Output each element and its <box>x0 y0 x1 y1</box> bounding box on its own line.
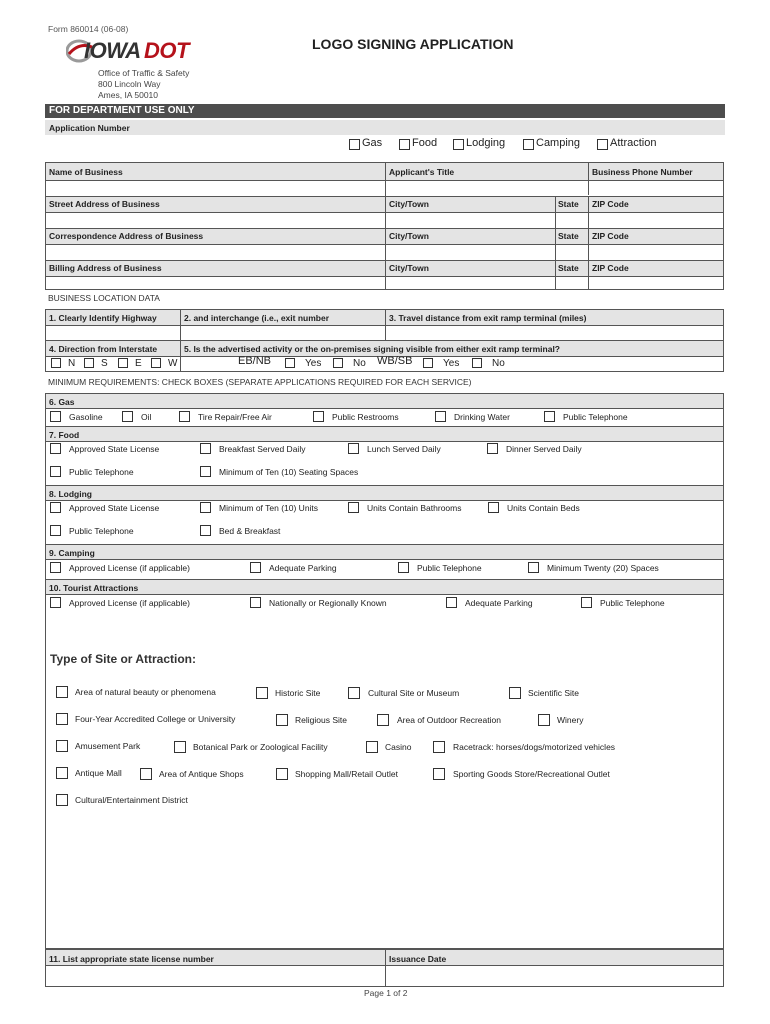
form-number: Form 860014 (06-08) <box>48 24 129 34</box>
food-dinner-checkbox[interactable] <box>487 443 498 454</box>
service-gas-label: Gas <box>362 137 383 149</box>
site-botanical-label: Botanical Park or Zoological Facility <box>193 742 328 752</box>
service-food-checkbox[interactable] <box>399 139 410 150</box>
camping-spaces-checkbox[interactable] <box>528 562 539 573</box>
camping-telephone-label: Public Telephone <box>417 563 482 573</box>
min-req-header: MINIMUM REQUIREMENTS: CHECK BOXES (SEPARATE APPLICATIONS REQUIRED FOR EACH SERVICE) <box>48 377 472 387</box>
site-college-label: Four-Year Accredited College or University <box>75 714 236 724</box>
food-license-checkbox[interactable] <box>50 443 61 454</box>
gas-gasoline-label: Gasoline <box>69 412 103 422</box>
camping-header: 9. Camping <box>49 548 95 558</box>
site-antique-mall-checkbox[interactable] <box>56 767 68 779</box>
lodging-bathrooms-checkbox[interactable] <box>348 502 359 513</box>
dept-header: FOR DEPARTMENT USE ONLY <box>49 105 195 116</box>
license-number-label: 11. List appropriate state license number <box>49 954 214 964</box>
street-city-label: City/Town <box>389 199 429 209</box>
direction-n-checkbox[interactable] <box>51 358 61 368</box>
billing-zip-label: ZIP Code <box>592 263 629 273</box>
billing-address-field[interactable] <box>47 277 384 289</box>
wb-sb-no-checkbox[interactable] <box>472 358 482 368</box>
business-phone-label: Business Phone Number <box>592 167 693 177</box>
site-antique-shops-label: Area of Antique Shops <box>159 769 244 779</box>
site-entertainment-district-checkbox[interactable] <box>56 794 68 806</box>
lodging-telephone-checkbox[interactable] <box>50 525 61 536</box>
lodging-beds-label: Units Contain Beds <box>507 503 580 513</box>
billing-city-label: City/Town <box>389 263 429 273</box>
site-shopping-mall-label: Shopping Mall/Retail Outlet <box>295 769 399 779</box>
site-amusement-checkbox[interactable] <box>56 740 68 752</box>
food-telephone-checkbox[interactable] <box>50 466 61 477</box>
address-line-2: 800 Lincoln Way <box>98 79 161 89</box>
travel-distance-field[interactable] <box>387 326 722 339</box>
food-seating-checkbox[interactable] <box>200 466 211 477</box>
site-outdoor-checkbox[interactable] <box>377 714 389 726</box>
site-sporting-goods-label: Sporting Goods Store/Recreational Outlet <box>453 769 610 779</box>
page-footer: Page 1 of 2 <box>364 988 408 998</box>
application-number-label: Application Number <box>49 123 130 133</box>
name-of-business-label: Name of Business <box>49 167 123 177</box>
direction-n-label: N <box>68 358 76 369</box>
food-breakfast-label: Breakfast Served Daily <box>219 444 306 454</box>
site-racetrack-checkbox[interactable] <box>433 741 445 753</box>
food-license-label: Approved State License <box>69 444 160 454</box>
gas-oil-label: Oil <box>141 412 152 422</box>
lodging-units-checkbox[interactable] <box>200 502 211 513</box>
tourist-parking-label: Adequate Parking <box>465 598 533 608</box>
site-sporting-goods-checkbox[interactable] <box>433 768 445 780</box>
tourist-known-checkbox[interactable] <box>250 597 261 608</box>
site-casino-checkbox[interactable] <box>366 741 378 753</box>
direction-e-label: E <box>135 358 142 369</box>
service-camping-checkbox[interactable] <box>523 139 534 150</box>
billing-address-label: Billing Address of Business <box>49 263 162 273</box>
correspondence-state-label: State <box>558 231 579 241</box>
gas-telephone-label: Public Telephone <box>563 412 628 422</box>
food-dinner-label: Dinner Served Daily <box>506 444 582 454</box>
lodging-telephone-label: Public Telephone <box>69 526 134 536</box>
interchange-field[interactable] <box>182 326 384 339</box>
site-casino-label: Casino <box>385 742 412 752</box>
camping-spaces-label: Minimum Twenty (20) Spaces <box>547 563 659 573</box>
address-line-1: Office of Traffic & Safety <box>98 68 190 78</box>
eb-nb-yes-checkbox[interactable] <box>285 358 295 368</box>
site-college-checkbox[interactable] <box>56 713 68 725</box>
business-phone-field[interactable] <box>590 181 722 195</box>
direction-w-checkbox[interactable] <box>151 358 161 368</box>
site-religious-label: Religious Site <box>295 715 347 725</box>
service-camping-label: Camping <box>536 137 581 149</box>
gas-oil-checkbox[interactable] <box>122 411 133 422</box>
location-header: BUSINESS LOCATION DATA <box>48 293 160 303</box>
site-winery-checkbox[interactable] <box>538 714 550 726</box>
name-of-business-field[interactable] <box>47 181 384 195</box>
camping-telephone-checkbox[interactable] <box>398 562 409 573</box>
camping-license-label: Approved License (if applicable) <box>69 563 190 573</box>
q5-label: 5. Is the advertised activity or the on-premises signing visible from either exit ramp terminal? <box>184 344 561 354</box>
gas-telephone-checkbox[interactable] <box>544 411 555 422</box>
site-winery-label: Winery <box>557 715 584 725</box>
tourist-known-label: Nationally or Regionally Known <box>269 598 387 608</box>
site-historic-label: Historic Site <box>275 688 321 698</box>
billing-state-label: State <box>558 263 579 273</box>
camping-parking-label: Adequate Parking <box>269 563 337 573</box>
food-breakfast-checkbox[interactable] <box>200 443 211 454</box>
eb-nb-no-checkbox[interactable] <box>333 358 343 368</box>
address-line-3: Ames, IA 50010 <box>98 90 159 100</box>
correspondence-city-label: City/Town <box>389 231 429 241</box>
service-attraction-checkbox[interactable] <box>597 139 608 150</box>
gas-drinking-water-checkbox[interactable] <box>435 411 446 422</box>
gas-restrooms-checkbox[interactable] <box>313 411 324 422</box>
tourist-header: 10. Tourist Attractions <box>49 583 139 593</box>
site-antique-shops-checkbox[interactable] <box>140 768 152 780</box>
gas-gasoline-checkbox[interactable] <box>50 411 61 422</box>
site-botanical-checkbox[interactable] <box>174 741 186 753</box>
site-racetrack-label: Racetrack: horses/dogs/motorized vehicles <box>453 742 616 752</box>
lodging-units-label: Minimum of Ten (10) Units <box>219 503 319 513</box>
camping-license-checkbox[interactable] <box>50 562 61 573</box>
site-type-header: Type of Site or Attraction: <box>50 652 197 666</box>
logo-dot: DOT <box>144 38 189 63</box>
lodging-bathrooms-label: Units Contain Bathrooms <box>367 503 462 513</box>
direction-s-label: S <box>101 358 108 369</box>
tourist-telephone-checkbox[interactable] <box>581 597 592 608</box>
gas-restrooms-label: Public Restrooms <box>332 412 399 422</box>
service-lodging-label: Lodging <box>466 137 506 149</box>
eb-nb-label: EB/NB <box>238 355 272 367</box>
gas-header: 6. Gas <box>49 397 75 407</box>
site-religious-checkbox[interactable] <box>276 714 288 726</box>
food-lunch-label: Lunch Served Daily <box>367 444 441 454</box>
service-food-label: Food <box>412 137 438 149</box>
lodging-header: 8. Lodging <box>49 489 92 499</box>
lodging-bnb-label: Bed & Breakfast <box>219 526 281 536</box>
site-natural-beauty-label: Area of natural beauty or phenomena <box>75 687 216 697</box>
correspondence-zip-label: ZIP Code <box>592 231 629 241</box>
gas-tire-repair-checkbox[interactable] <box>179 411 190 422</box>
tourist-telephone-label: Public Telephone <box>600 598 665 608</box>
street-address-label: Street Address of Business <box>49 199 160 209</box>
page-title: LOGO SIGNING APPLICATION <box>312 36 514 52</box>
site-historic-checkbox[interactable] <box>256 687 268 699</box>
tourist-license-label: Approved License (if applicable) <box>69 598 190 608</box>
service-gas-checkbox[interactable] <box>349 139 360 150</box>
site-cultural-checkbox[interactable] <box>348 687 360 699</box>
q3-label: 3. Travel distance from exit ramp terminal (miles) <box>389 313 587 323</box>
street-state-label: State <box>558 199 579 209</box>
license-number-field[interactable] <box>47 966 384 985</box>
site-amusement-label: Amusement Park <box>75 741 141 751</box>
site-entertainment-district-label: Cultural/Entertainment District <box>75 795 188 805</box>
requirements-table <box>45 393 724 949</box>
eb-nb-yes-label: Yes <box>305 358 322 369</box>
lodging-license-label: Approved State License <box>69 503 160 513</box>
lodging-license-checkbox[interactable] <box>50 502 61 513</box>
wb-sb-yes-label: Yes <box>443 358 460 369</box>
q2-label: 2. and interchange (i.e., exit number <box>184 313 330 323</box>
gas-tire-repair-label: Tire Repair/Free Air <box>198 412 272 422</box>
food-telephone-label: Public Telephone <box>69 467 134 477</box>
issuance-date-label: Issuance Date <box>389 954 447 964</box>
food-header: 7. Food <box>49 430 80 440</box>
wb-sb-no-label: No <box>492 358 505 369</box>
correspondence-address-field[interactable] <box>47 245 384 259</box>
q1-label: 1. Clearly Identify Highway <box>49 313 157 323</box>
logo-iowa: IOWA <box>84 38 141 63</box>
correspondence-address-label: Correspondence Address of Business <box>49 231 204 241</box>
street-zip-label: ZIP Code <box>592 199 629 209</box>
q4-label: 4. Direction from Interstate <box>49 344 158 354</box>
service-attraction-label: Attraction <box>610 137 657 149</box>
site-shopping-mall-checkbox[interactable] <box>276 768 288 780</box>
direction-e-checkbox[interactable] <box>118 358 128 368</box>
applicants-title-label: Applicant's Title <box>389 167 455 177</box>
street-address-field[interactable] <box>47 213 384 227</box>
gas-drinking-water-label: Drinking Water <box>454 412 510 422</box>
wb-sb-label: WB/SB <box>377 355 413 367</box>
lodging-beds-checkbox[interactable] <box>488 502 499 513</box>
site-outdoor-label: Area of Outdoor Recreation <box>397 715 501 725</box>
service-lodging-checkbox[interactable] <box>453 139 464 150</box>
food-lunch-checkbox[interactable] <box>348 443 359 454</box>
food-seating-label: Minimum of Ten (10) Seating Spaces <box>219 467 359 477</box>
highway-field[interactable] <box>47 326 179 339</box>
lodging-bnb-checkbox[interactable] <box>200 525 211 536</box>
camping-parking-checkbox[interactable] <box>250 562 261 573</box>
tourist-license-checkbox[interactable] <box>50 597 61 608</box>
site-natural-beauty-checkbox[interactable] <box>56 686 68 698</box>
direction-s-checkbox[interactable] <box>84 358 94 368</box>
applicants-title-field[interactable] <box>387 181 587 195</box>
issuance-date-field[interactable] <box>387 966 722 985</box>
site-scientific-checkbox[interactable] <box>509 687 521 699</box>
eb-nb-no-label: No <box>353 358 366 369</box>
tourist-parking-checkbox[interactable] <box>446 597 457 608</box>
site-cultural-label: Cultural Site or Museum <box>368 688 460 698</box>
site-scientific-label: Scientific Site <box>528 688 580 698</box>
wb-sb-yes-checkbox[interactable] <box>423 358 433 368</box>
direction-w-label: W <box>168 358 178 369</box>
site-antique-mall-label: Antique Mall <box>75 768 122 778</box>
